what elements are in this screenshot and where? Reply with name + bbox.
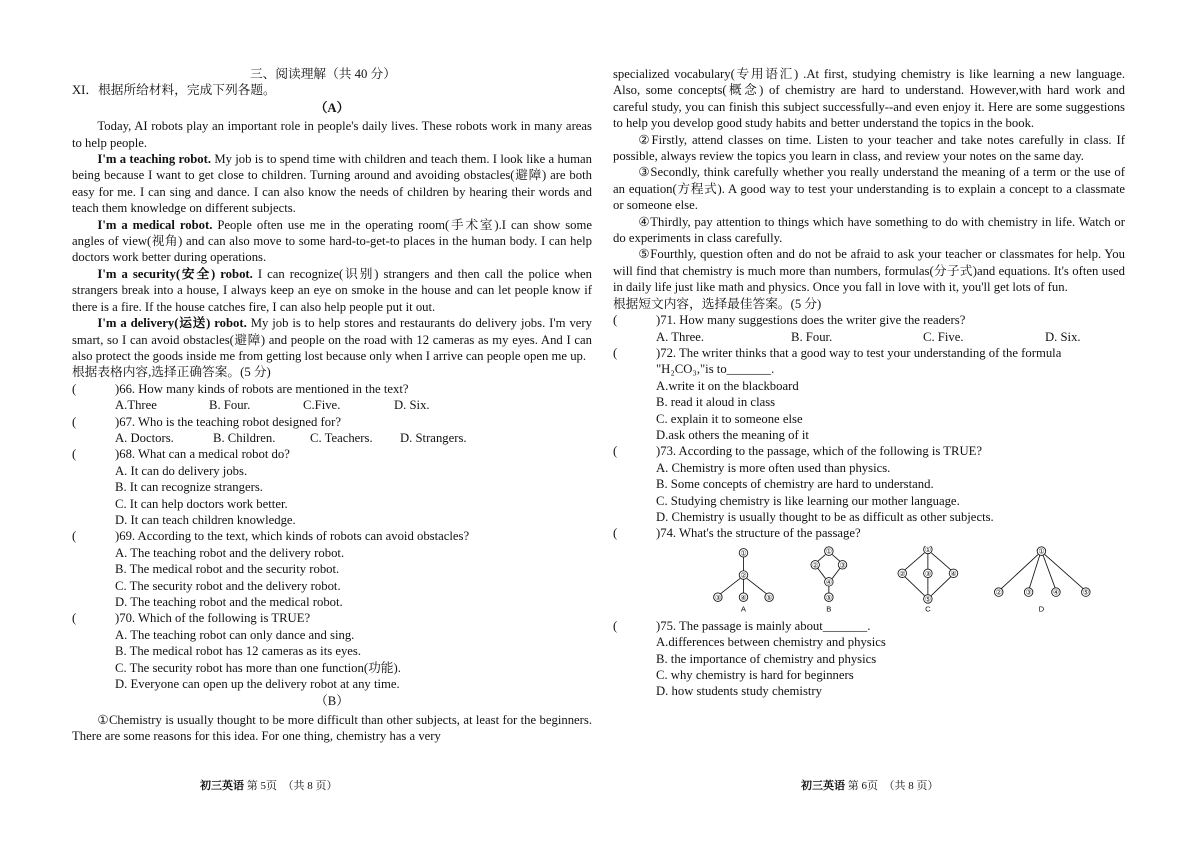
node-label: ④ xyxy=(1052,589,1059,597)
question-71-options xyxy=(656,329,1125,345)
diagram-label-a: A xyxy=(740,604,747,614)
node-label: ④ xyxy=(740,594,747,602)
node-label: ⑤ xyxy=(924,596,931,604)
diagram-label-b: B xyxy=(826,604,832,614)
question-66-options xyxy=(115,397,592,413)
node-label: ① xyxy=(740,550,747,558)
teaching-robot-heading: I'm a teaching robot. xyxy=(97,152,212,167)
right-page xyxy=(613,66,1125,700)
question-75 xyxy=(613,618,1125,634)
diagram-label-d: D xyxy=(1038,604,1045,614)
section-title: 三、阅读理解（共 40 分） xyxy=(250,67,396,81)
option-c[interactable]: C. It can help doctors work better. xyxy=(115,496,288,511)
node-label: ③ xyxy=(839,562,846,570)
question-text-cont: "H₂CO₃,"is to_______. xyxy=(656,362,775,377)
question-72 xyxy=(613,345,1125,361)
option-c[interactable]: C. Five. xyxy=(923,329,964,344)
medical-robot-paragraph xyxy=(72,217,592,266)
option-c[interactable]: C. Studying chemistry is like learning our mother language. xyxy=(656,493,960,508)
passage-a-intro: Today, AI robots play an important role in people's daily lives. These robots work in many areas to help people. xyxy=(72,119,592,150)
option-c[interactable]: C. why chemistry is hard for beginners xyxy=(656,668,854,682)
right-page-footer xyxy=(801,777,939,793)
option-a[interactable]: A. It can do delivery jobs. xyxy=(115,463,248,478)
option-b[interactable]: B. Four. xyxy=(791,329,833,344)
left-page xyxy=(72,66,592,745)
option-d[interactable]: D. Six. xyxy=(394,398,430,413)
footer-subject: 初三英语 xyxy=(801,780,845,792)
part-b-heading: （B） xyxy=(315,694,349,709)
passage-b-paragraph-4: ④Thirdly, pay attention to things which have something to do with chemistry in life. Watch or do experiments in class carefully. xyxy=(613,214,1125,246)
node-label: ① xyxy=(1038,548,1045,556)
medical-robot-heading: I'm a medical robot. xyxy=(97,217,213,232)
option-b[interactable]: B. It can recognize strangers. xyxy=(115,480,263,495)
option-b[interactable]: B. Four. xyxy=(209,398,251,413)
node-label: ③ xyxy=(714,594,721,602)
left-page-footer xyxy=(200,777,338,793)
question-70 xyxy=(72,610,592,626)
option-a[interactable]: A.write it on the blackboard xyxy=(656,378,799,393)
answer-bracket[interactable]: ( xyxy=(613,313,618,328)
question-text: )70. Which of the following is TRUE? xyxy=(115,611,311,626)
question-69 xyxy=(72,528,592,544)
passage-b-paragraph-1: ①Chemistry is usually thought to be more difficult than other subjects, at least for the beginners. There are some reasons for this idea. For one thing, chemistry has a very xyxy=(72,712,592,744)
footer-total: （共 8 页） xyxy=(883,780,939,792)
node-label: ③ xyxy=(1025,589,1032,597)
node-label: ⑤ xyxy=(825,594,832,602)
option-c[interactable]: C. The security robot and the delivery robot. xyxy=(115,578,341,593)
option-c[interactable]: C. explain it to someone else xyxy=(656,411,803,426)
delivery-robot-paragraph xyxy=(72,315,592,364)
node-label: ① xyxy=(825,548,832,556)
question-66 xyxy=(72,381,592,397)
teaching-robot-text: My job is to spend time with children and teach them. I look like a human being because I want to get close to children. Turning around and avoiding obstacles(避障) are both easy for me. I can sing and dance. I can also know the needs of children by hearing their words and teach them knowledge on different subjects. xyxy=(72,152,592,216)
option-a[interactable]: A. The teaching robot and the delivery robot. xyxy=(115,545,345,560)
questions-instruction: 根据表格内容,选择正确答案。(5 分) xyxy=(72,365,271,380)
question-text: )74. What's the structure of the passage? xyxy=(656,526,861,541)
footer-total: （共 8 页） xyxy=(282,780,338,792)
passage-b-paragraph-3: ③Secondly, think carefully whether you really understand the meaning of a term or the use of an equation(方程式). A good way to test your understanding is to explain a concept to a classmate or someone else. xyxy=(613,165,1125,213)
answer-bracket[interactable]: ( xyxy=(613,345,618,360)
security-robot-heading: I'm a security(安全) robot. xyxy=(97,266,253,281)
question-text: )69. According to the text, which kinds of robots can avoid obstacles? xyxy=(115,529,470,544)
answer-bracket[interactable]: ( xyxy=(613,444,618,459)
option-a[interactable]: A. Chemistry is more often used than physics. xyxy=(656,460,891,475)
node-label: ⑤ xyxy=(766,594,773,602)
question-67 xyxy=(72,414,592,430)
passage-b-paragraph-2: ②Firstly, attend classes on time. Listen to your teacher and take notes carefully in class. If possible, always review the topics you learn in class, and review your notes on the same day. xyxy=(613,132,1125,164)
option-a[interactable]: A.Three xyxy=(115,398,157,413)
question-text: )72. The writer thinks that a good way to test your understanding of the formula xyxy=(656,345,1062,360)
option-c[interactable]: C. Teachers. xyxy=(310,430,373,445)
node-label: ② xyxy=(740,572,747,580)
option-d[interactable]: D. Everyone can open up the delivery robot at any time. xyxy=(115,677,400,692)
option-d[interactable]: D.ask others the meaning of it xyxy=(656,427,809,442)
node-label: ① xyxy=(924,546,931,554)
option-a[interactable]: A. Three. xyxy=(656,329,705,344)
security-robot-paragraph xyxy=(72,266,592,315)
option-d[interactable]: D. Strangers. xyxy=(400,430,467,445)
answer-bracket[interactable]: ( xyxy=(72,447,77,462)
questions-instruction: 根据短文内容，选择最佳答案。(5 分) xyxy=(613,296,822,311)
option-d[interactable]: D. how students study chemistry xyxy=(656,684,822,699)
delivery-robot-text: My job is to help stores and restaurants do delivery jobs. I'm very smart, so I can avoid obstacles(避障) and people on the road with 12 cameras as my eyes. And I can also protect the goods inside me from getting lost because only when I arrive can people open me up. xyxy=(72,316,593,363)
node-label: ② xyxy=(812,562,819,570)
node-label: ③ xyxy=(924,570,931,578)
question-text: )68. What can a medical robot do? xyxy=(115,447,290,462)
question-67-options xyxy=(115,430,592,446)
option-b[interactable]: B. Some concepts of chemistry are hard to understand. xyxy=(656,477,934,492)
option-b[interactable]: B. The medical robot and the security robot. xyxy=(115,562,340,577)
structure-diagrams xyxy=(673,546,1123,616)
answer-bracket[interactable]: ( xyxy=(72,611,77,626)
question-text: )73. According to the passage, which of the following is TRUE? xyxy=(656,444,983,459)
answer-bracket[interactable]: ( xyxy=(72,529,77,544)
footer-page: 第 6页 xyxy=(847,780,878,792)
node-label: ② xyxy=(995,589,1002,597)
question-text: )75. The passage is mainly about_______. xyxy=(656,618,871,633)
node-label: ⑤ xyxy=(1082,589,1089,597)
teaching-robot-paragraph xyxy=(72,151,592,217)
diagram-label-c: C xyxy=(925,604,931,614)
option-b[interactable]: B. Children. xyxy=(213,430,276,445)
medical-robot-text: People often use me in the operating room(手术室).I can show some angles of view(视角) and can also move to some hard-to-get-to places in the human body. I can help doctors work better during operations. xyxy=(72,217,592,265)
option-c[interactable]: C.Five. xyxy=(303,398,341,413)
security-robot-text: I can recognize(识别) strangers and then call the police when strangers break into a house, I always keep an eye on smoke in the house and can let people know if there is a fire. If the house catches fire, I can also help people put it out. xyxy=(72,266,592,314)
question-74 xyxy=(613,525,1125,541)
question-71 xyxy=(613,312,1125,328)
footer-subject: 初三英语 xyxy=(200,780,244,792)
answer-bracket[interactable]: ( xyxy=(613,618,618,633)
option-a[interactable]: A. Doctors. xyxy=(115,430,174,445)
option-a[interactable]: A. The teaching robot can only dance and sing. xyxy=(115,627,355,642)
option-b[interactable]: B. The medical robot has 12 cameras as its eyes. xyxy=(115,644,362,659)
footer-page: 第 5页 xyxy=(246,780,277,792)
answer-bracket[interactable]: ( xyxy=(613,526,618,541)
option-b[interactable]: B. the importance of chemistry and physics xyxy=(656,651,877,666)
option-d[interactable]: D. It can teach children knowledge. xyxy=(115,512,296,527)
option-d[interactable]: D. Six. xyxy=(1045,329,1081,344)
question-text: )67. Who is the teaching robot designed for? xyxy=(115,414,341,429)
question-73 xyxy=(613,443,1125,459)
delivery-robot-heading: I'm a delivery(运送) robot. xyxy=(97,316,247,331)
question-68 xyxy=(72,446,592,462)
node-label: ④ xyxy=(825,579,832,587)
answer-bracket[interactable]: ( xyxy=(72,414,77,429)
option-d[interactable]: D. Chemistry is usually thought to be as difficult as other subjects. xyxy=(656,509,994,524)
option-b[interactable]: B. read it aloud in class xyxy=(656,395,776,410)
option-c[interactable]: C. The security robot has more than one function(功能). xyxy=(115,660,401,675)
option-a[interactable]: A.differences between chemistry and physics xyxy=(656,635,886,650)
answer-bracket[interactable]: ( xyxy=(72,381,77,396)
part-a-heading: （A） xyxy=(314,100,350,115)
task-instruction: XI．根据所给材料，完成下列各题。 xyxy=(72,83,276,98)
node-label: ② xyxy=(899,570,906,578)
question-text: )71. How many suggestions does the writer give the readers? xyxy=(656,313,966,328)
passage-b-paragraph-5: ⑤Fourthly, question often and do not be afraid to ask your teacher or classmates for help. You will find that chemistry is much more than numbers, formulas(分子式)and equations. It's often used in daily life just like math and physics. Once you fall in love with it, you'll get lots of fun. xyxy=(613,247,1125,295)
option-d[interactable]: D. The teaching robot and the medical robot. xyxy=(115,595,343,609)
node-label: ④ xyxy=(950,570,957,578)
passage-b-paragraph-1-cont: specialized vocabulary(专用语汇) .At first, studying chemistry is like learning a new language. Also, some concepts(概念) of chemistry are hard to understand. However,with hard work and careful study, you can finish this subject successfully--and even enjoy it. Here are some suggestions to help you develop good study habits and better understand the topics in the book. xyxy=(613,67,1125,131)
question-text: )66. How many kinds of robots are mentioned in the text? xyxy=(115,381,409,396)
